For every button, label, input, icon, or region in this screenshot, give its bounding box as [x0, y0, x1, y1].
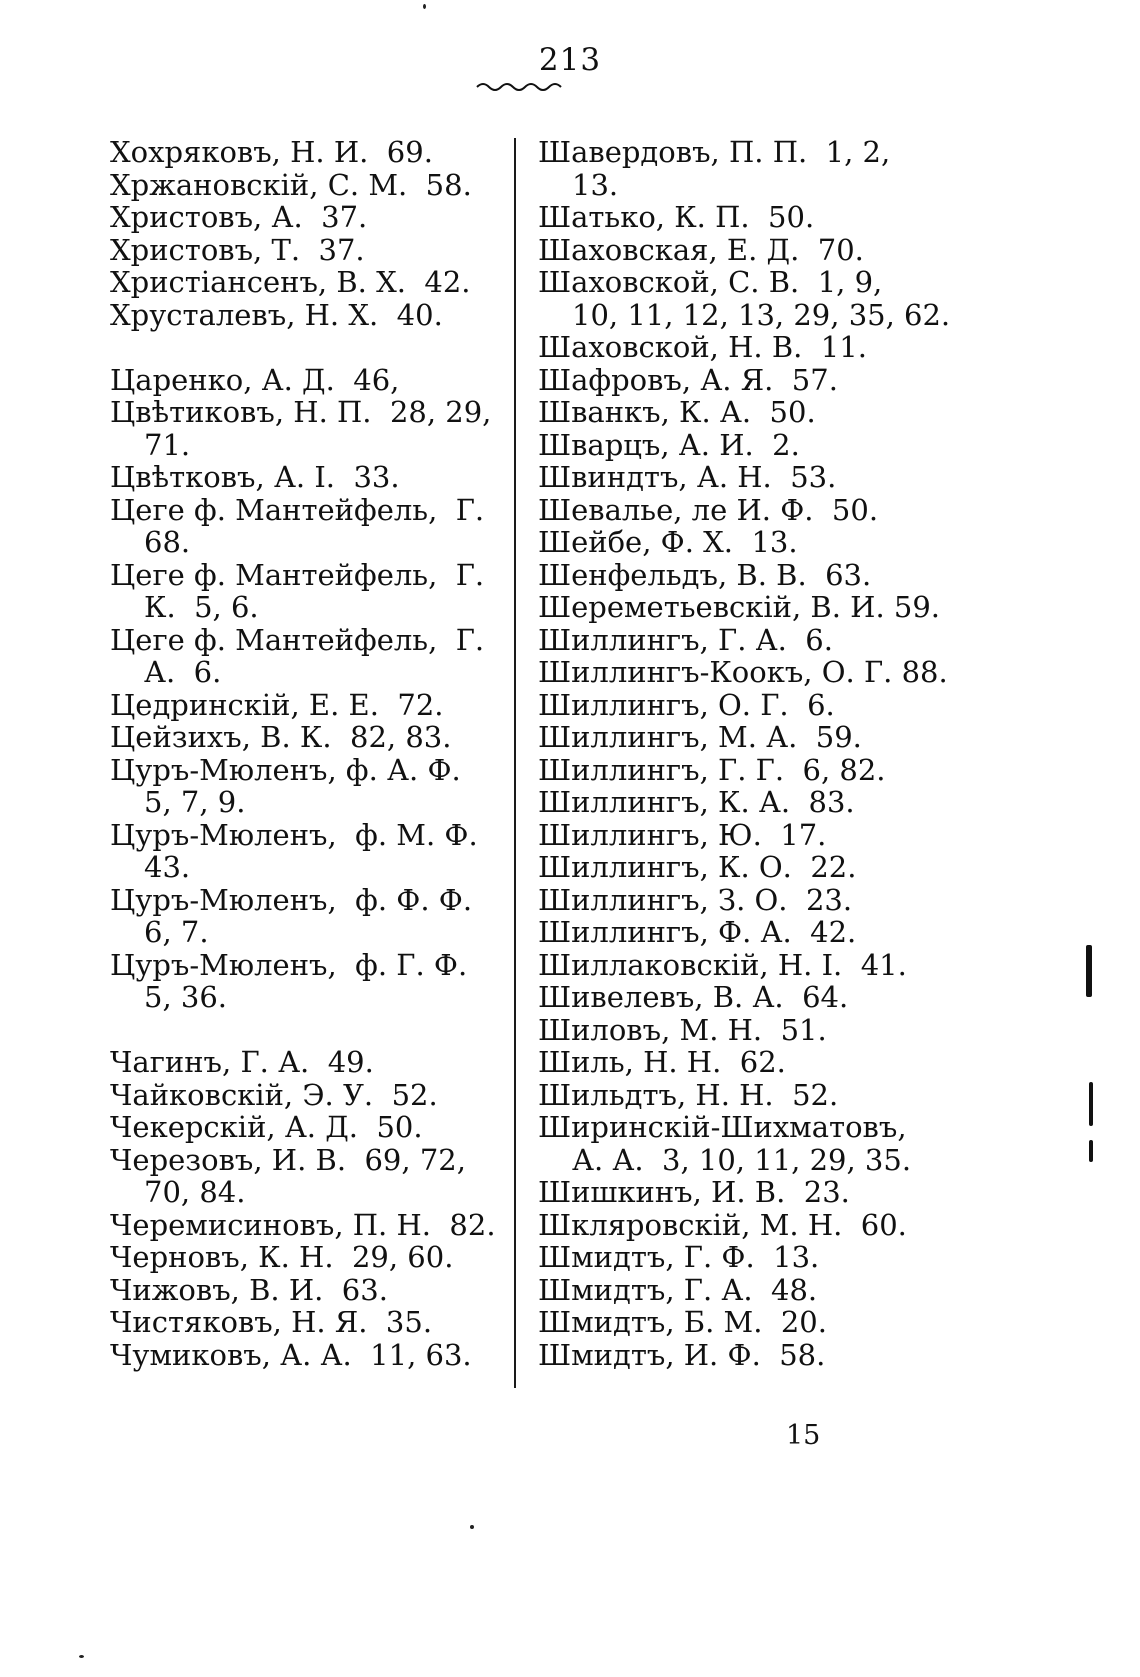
index-entry: Чекерскій, А. Д. 50.: [110, 1110, 423, 1144]
index-entry: Шенфельдъ, В. В. 63.: [538, 557, 872, 592]
index-entry: Шаховской, Н. В. 11.: [538, 330, 867, 364]
index-entry: Шиллингъ, Ю. 17.: [538, 817, 827, 852]
index-entry: Шейбе, Ф. Х. 13.: [538, 525, 798, 559]
index-entry-continuation: 68.: [144, 525, 191, 559]
index-entry: Шиллингъ-Коокъ, О. Г. 88.: [538, 655, 948, 689]
page-number: 213: [538, 42, 602, 78]
scan-speck: [423, 4, 426, 9]
page-number-flourish: [475, 80, 565, 94]
index-entry: Шатько, К. П. 50.: [538, 200, 815, 234]
index-entry: Черемисиновъ, П. Н. 82.: [110, 1207, 496, 1242]
index-entry: Шивелевъ, В. А. 64.: [538, 980, 849, 1014]
index-entry-continuation: 5, 7, 9.: [144, 785, 246, 819]
index-entry: Шмидтъ, Б. М. 20.: [538, 1305, 827, 1339]
index-entry: Шиллингъ, З. О. 23.: [538, 882, 853, 917]
index-entry: Шкляровскій, М. Н. 60.: [538, 1207, 907, 1242]
index-entry: Цвѣтковъ, А. І. 33.: [110, 460, 400, 494]
index-entry: Христовъ, Т. 37.: [110, 232, 365, 267]
index-entry: Чистяковъ, Н. Я. 35.: [110, 1305, 433, 1339]
index-entry-continuation: 13.: [572, 167, 619, 202]
index-entry: Цвѣтиковъ, Н. П. 28, 29,: [110, 395, 492, 429]
index-entry-continuation: 6, 7.: [144, 915, 209, 949]
index-entry: Шиллингъ, М. А. 59.: [538, 720, 862, 754]
index-entry: Черновъ, К. Н. 29, 60.: [110, 1240, 454, 1274]
index-entry: Христовъ, А. 37.: [110, 200, 368, 234]
index-entry: Царенко, А. Д. 46,: [110, 362, 400, 397]
index-entry: Шереметьевскій, В. И. 59.: [538, 590, 941, 624]
index-column-right: [538, 135, 951, 1372]
index-entry: Цуръ-Мюленъ, ф. Г. Ф.: [110, 947, 468, 982]
index-entry: Чижовъ, В. И. 63.: [110, 1272, 388, 1307]
index-entry: Черезовъ, И. В. 69, 72,: [110, 1142, 466, 1177]
index-entry-continuation: 43.: [144, 850, 191, 884]
index-entry: Шмидтъ, Г. Ф. 13.: [538, 1240, 820, 1274]
index-entry: Шафровъ, А. Я. 57.: [538, 362, 838, 397]
index-entry: Шиллингъ, Г. Г. 6, 82.: [538, 752, 886, 787]
index-entry: Шиль, Н. Н. 62.: [538, 1045, 786, 1079]
index-entry: Хохряковъ, Н. И. 69.: [110, 135, 433, 169]
index-entry: Шварцъ, А. И. 2.: [538, 427, 800, 462]
index-entry: Ширинскій-Шихматовъ,: [538, 1110, 907, 1144]
index-entry: Шиллингъ, Г. А. 6.: [538, 622, 833, 657]
index-entry: Шевалье, ле И. Ф. 50.: [538, 492, 879, 527]
scan-speck: [79, 1655, 84, 1658]
index-entry: Цейзихъ, В. К. 82, 83.: [110, 720, 452, 754]
index-entry-continuation: 10, 11, 12, 13, 29, 35, 62.: [572, 297, 951, 332]
index-entry: Хржановскій, С. М. 58.: [110, 167, 472, 202]
index-entry: Шванкъ, К. А. 50.: [538, 395, 816, 429]
index-entry: Шаховской, С. В. 1, 9,: [538, 265, 883, 299]
index-entry: Шиллингъ, К. А. 83.: [538, 785, 855, 819]
index-entry: Хрусталевъ, Н. Х. 40.: [110, 297, 443, 332]
index-entry: Шиловъ, М. Н. 51.: [538, 1012, 827, 1047]
index-entry: Шишкинъ, И. В. 23.: [538, 1175, 850, 1209]
index-entry: Шмидтъ, И. Ф. 58.: [538, 1337, 826, 1372]
scan-edge-mark: [1086, 945, 1092, 997]
index-entry: Христіансенъ, В. Х. 42.: [110, 265, 471, 299]
index-entry: Цеге ф. Мантейфель, Г.: [110, 557, 485, 592]
index-entry: Шавердовъ, П. П. 1, 2,: [538, 135, 891, 169]
index-entry: Цуръ-Мюленъ, ф. М. Ф.: [110, 817, 478, 852]
index-entry: Цедринскій, Е. Е. 72.: [110, 687, 444, 722]
index-entry: Чагинъ, Г. А. 49.: [110, 1045, 374, 1079]
index-entry: Шиллингъ, О. Г. 6.: [538, 687, 835, 722]
index-entry: Цеге ф. Мантейфель, Г.: [110, 492, 485, 527]
index-entry: Чайковскій, Э. У. 52.: [110, 1077, 438, 1112]
scan-edge-mark: [1089, 1140, 1093, 1162]
index-entry: Шмидтъ, Г. А. 48.: [538, 1272, 818, 1307]
signature-mark: 15: [786, 1420, 821, 1451]
column-divider: [514, 138, 516, 1388]
index-entry: Цеге ф. Мантейфель, Г.: [110, 622, 485, 657]
index-entry-continuation: 5, 36.: [144, 980, 228, 1014]
scan-edge-mark: [1089, 1082, 1093, 1126]
index-entry: Швиндтъ, А. Н. 53.: [538, 460, 837, 494]
index-entry: Шильдтъ, Н. Н. 52.: [538, 1077, 839, 1112]
index-entry: Шиллингъ, К. О. 22.: [538, 850, 857, 884]
index-entry: Шаховская, Е. Д. 70.: [538, 232, 864, 267]
scan-speck: [470, 1525, 474, 1529]
section-gap: [110, 1014, 505, 1047]
index-column-left: [110, 136, 505, 1371]
index-entry-continuation: 70, 84.: [144, 1175, 246, 1209]
index-entry-continuation: А. А. 3, 10, 11, 29, 35.: [572, 1142, 912, 1177]
section-gap: [110, 331, 505, 364]
index-entry: Шиллингъ, Ф. А. 42.: [538, 915, 857, 949]
index-entry: Чумиковъ, А. А. 11, 63.: [110, 1337, 472, 1372]
index-entry: Шиллаковскій, Н. І. 41.: [538, 947, 907, 982]
index-entry-continuation: К. 5, 6.: [144, 590, 259, 624]
index-entry: Цуръ-Мюленъ, ф. Ф. Ф.: [110, 882, 473, 917]
index-entry-continuation: 71.: [144, 427, 191, 462]
index-entry-continuation: А. 6.: [144, 655, 222, 689]
index-entry: Цуръ-Мюленъ, ф. А. Ф.: [110, 752, 461, 787]
